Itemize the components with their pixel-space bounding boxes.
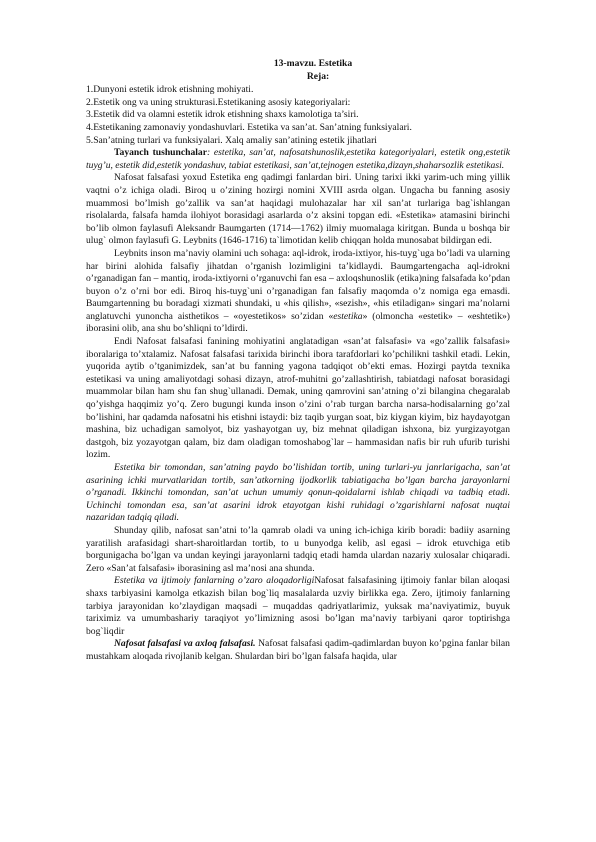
plan-item-5: 5.San’atning turlari va funksiyalari. Xalq amaliy san’atining estetik jihatlari — [86, 134, 377, 146]
plan-item-1: 1.Dunyoni estetik idrok etishning mohiyati. — [86, 84, 254, 96]
plan-item-2: 2.Estetik ong va uning strukturasi.Estetikaning asosiy kategoriyalari: — [86, 96, 351, 108]
paragraph-5: Shunday qilib, nafosat san’atni to’la qamrab oladi va uning ich-ichiga kirib boradi: badiiy asarning yaratilish arafasidagi shart-sharoitlardan tortib, to u bunyodga kelib, asl egasi – idrok etuvchiga etib borgunigacha bo’lgan va undan keyingi jarayonlarni tadqiq etadi hamda ulardan nazariy xulosalar chiqaradi. Zero «San’at falsafasi» iborasining asl ma’nosi ana shunda. — [86, 524, 510, 574]
keywords-text: : estetika, san’at, nafosatshunoslik,estetika kategoriyalari, estetik ong,estetik tuyg’u, estetik did,estetik yondashuv, tabiat estetikasi, san’at,tejnogen estetika,dizayn,shaharsozlik estetikasi. — [86, 147, 510, 171]
paragraph-7-heading: Nafosat falsafasi va axloq falsafasi. — [114, 638, 256, 650]
plan-heading: Reja: — [306, 70, 330, 82]
paragraph-3: Endi Nafosat falsafasi fanining mohiyatini anglatadigan «san’at falsafasi» va «go’zallik falsafasi» iboralariga to’xtalamiz. Nafosat falsafasi tarixida birinchi ibora tarafdorlari ko’pchilikni tashkil etadi. Lekin, yuqorida aytib o’tganimizdek, san’at bu fanning yagona tadqiqot ob’ekti emas. Hozirgi paytda texnika estetikasi va uning amaliyotdagi sohasi dizayn, atrof-muhitni go’zallashtirish, tabiatdagi nafosat borasidagi muammolar bilan ham shu fan shug`ullanadi. Demak, uning qamrovini san’atning o’zi bilangina chegaralab qo’yishga haqqimiz yo’q. Zero bugungi kunda inson o’zini o’rab turgan barcha narsa-hodisalarning go’zal bo’lishini, har qadamda nafosatni his etishni istaydi: biz taqib yurgan soat, biz kiygan kiyim, biz haydayotgan mashina, biz uchadigan samolyot, biz yashayotgan uy, biz mehnat qiladigan ishxona, biz yurgizayotgan dastgoh, biz yozayotgan qalam, biz dam oladigan tomoshabog`lar – hammasidan nafis bir ruh ufurib turishi lozim. — [86, 336, 510, 461]
paragraph-4: Estetika bir tomondan, san’atning paydo bo’lishidan tortib, uning turlari-yu janrlarigacha, san’at asarining ichki murvatlaridan tortib, san’atkorning ijodkorlik tabiatigacha bo’lgan barcha jarayonlarni o’rganadi. Ikkinchi tomondan, san’at uchun umumiy qonun-qoidalarni ishlab chiqadi va tadbiq etadi. Uchinchi tomondan esa, san’at asarini idrok etayotgan kishi ruhidagi o’zgarishlarni nafosat nuqtai nazaridan tadqiq qiladi. — [86, 462, 510, 524]
page-title: 13-mavzu. Estetika — [273, 58, 353, 69]
paragraph-6-heading: Estetika va ijtimoiy fanlarning o’zaro aloqadorligi — [114, 575, 315, 587]
paragraph-6 — [86, 575, 510, 638]
paragraph-2-text: Leybnits inson ma’naviy olamini uch sohaga: aql-idrok, iroda-ixtiyor, his-tuyg`uga bo’ladi va ularning har birini alohida falsafiy jihatdan o’rganish lozimligini ta’kidlaydi. Baumgartengacha aql-idrokni o’rganadigan fan – mantiq, iroda-ixtiyorni o’rganuvchi fan esa – axloqshunoslik (etika)ning falsafada ko’pdan buyon o’z o’rni bor edi. Biroq his-tuyg`uni o’rganadigan fan falsafiy maqomda o’z nomiga ega emasdi. Baumgartenning bu boradagi xizmati shundaki, u «his qilish», «sezish», «his etiladigan» singari ma’nolarni anglatuvchi yunoncha aisthetikos – «oyestetikos» so’zidan « — [86, 247, 510, 322]
paragraph-1: Nafosat falsafasi yoxud Estetika eng qadimgi fanlardan biri. Uning tarixi ikki yarim-uch ming yillik vaqtni o’z ichiga oladi. Biroq u o’zining hozirgi nomini XVIII asrda olgan. Ungacha bu fanning asosiy muammosi bo’lmish go’zallik va san’at haqidagi mulohazalar har xil san’at turlariga bag`ishlangan risolalarda, falsafa hamda ilohiyot borasidagi asarlarda o’z aksini topgan edi. «Estetika» atamasini birinchi bo’lib olmon faylasufi Aleksandr Baumgarten (1714—1762) ilmiy muomalaga kiritgan. Bunda u boshqa bir ulug` olmon faylasufi G. Leybnits (1646-1716) ta`limotidan kelib chiqqan holda munosabat bildirgan edi. — [86, 172, 510, 247]
keywords-paragraph — [86, 147, 510, 172]
plan-item-4: 4.Estetikaning zamonaviy yondashuvlari. Estetika va san’at. San’atning funksiyalari. — [86, 121, 412, 133]
paragraph-7 — [86, 638, 510, 663]
plan-item-3: 3.Estetik did va olamni estetik idrok etishning shaxs kamolotiga ta’siri. — [86, 109, 359, 121]
keywords-label: Tayanch tushunchalar — [114, 147, 207, 159]
paragraph-7-text: Nafosat falsafasi qadim-qadimlardan buyon ko’pgina fanlar bilan mustahkam aloqada rivojlanib kelgan. Shulardan biri bo’lgan falsafa haqida, ular — [86, 638, 510, 662]
plan-list — [86, 84, 510, 147]
paragraph-2 — [86, 248, 510, 336]
paragraph-2-end: » (olmoncha «estetik» – «eshtetik») iborasini olib, ana shu bo’shliqni to’ldirdi. — [86, 310, 511, 335]
paragraph-2-term: estetika — [333, 310, 363, 322]
paragraph-6-text: Nafosat falsafasining ijtimoiy fanlar bilan aloqasi shaxs tarbiyasini kamolga etkazish bilan bog`liq masalalarda uzviy birlikka ega. Zero, ijtimoiy fanlarning tarbiya jarayonidan ko’zlaydigan maqsadi – muqaddas qadriyatlarimiz, yuksak ma’naviyatimiz, buyuk tariximiz va umumbashariy taraqiyot yo’limizning asosi bo’lgan ma’naviy tarbiyani qaror toptirishga bog`liqdir — [86, 575, 510, 637]
